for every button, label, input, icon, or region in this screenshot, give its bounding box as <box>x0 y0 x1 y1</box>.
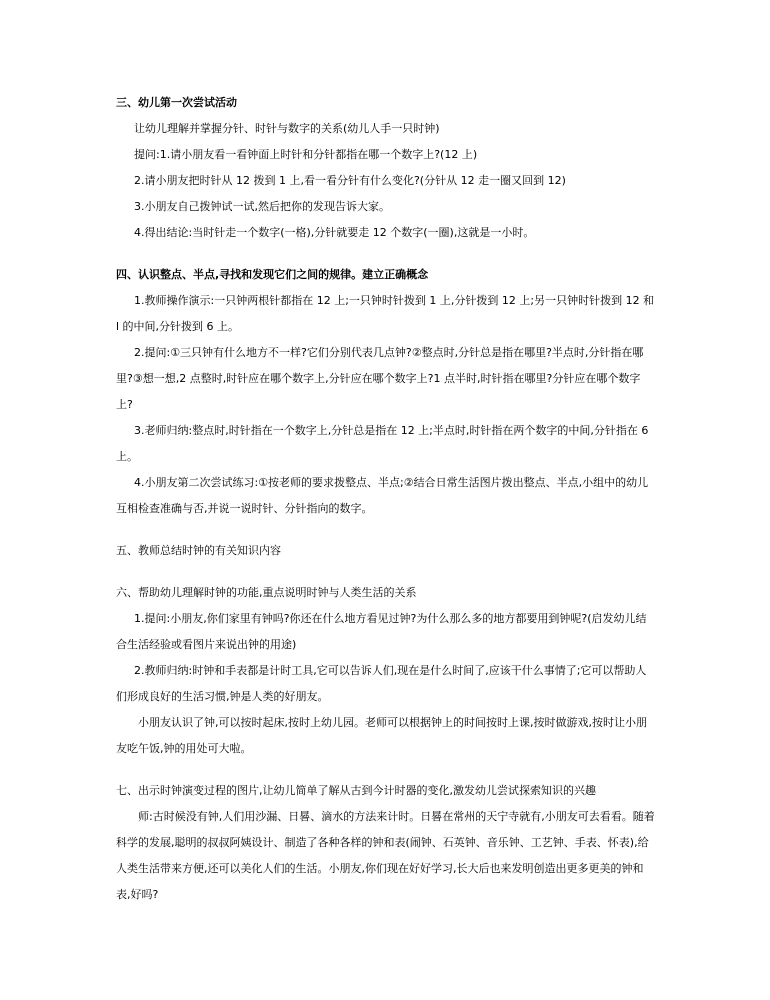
section-6-para-2: 2.教师归纳:时钟和手表都是计时工具,它可以告诉人们,现在是什么时间了,应该干什么事情了;它可以帮助人们形成良好的生活习惯,钟是人类的好朋友。 <box>116 664 647 703</box>
section-3-heading: 三、幼儿第一次尝试活动 <box>116 96 237 109</box>
section-3-para-3: 2.请小朋友把时针从 12 拨到 1 上,看一看分针有什么变化?(分针从 12 走一圈又回到 12) <box>134 174 566 187</box>
section-3-para-4: 3.小朋友自己拨钟试一试,然后把你的发现告诉大家。 <box>134 200 390 213</box>
section-3-para-2: 提问:1.请小朋友看一看钟面上时针和分针都指在哪一个数字上?(12 上) <box>134 148 478 161</box>
section-4-heading: 四、认识整点、半点,寻找和发现它们之间的规律。建立正确概念 <box>116 268 429 281</box>
section-3-para-5: 4.得出结论:当时针走一个数字(一格),分针就要走 12 个数字(一圈),这就是一小时。 <box>134 226 535 239</box>
section-6-para-3: 小朋友认识了钟,可以按时起床,按时上幼儿园。老师可以根据钟上的时间按时上课,按时做游戏,按时让小朋友吃午饭,钟的用处可大啦。 <box>116 716 647 755</box>
document-body <box>116 90 656 908</box>
section-4-para-4: 4.小朋友第二次尝试练习:①按老师的要求拨整点、半点;②结合日常生活图片拨出整点、半点,小组中的幼儿互相检查准确与否,并说一说时针、分针指向的数字。 <box>116 476 649 515</box>
section-4-para-2: 2.提问:①三只钟有什么地方不一样?它们分别代表几点钟?②整点时,分针总是指在哪里?半点时,分针指在哪里?③想一想,2 点整时,时针应在哪个数字上,分针应在哪个数字上?1 点半时,时针指在哪里?分针应在哪个数字上? <box>116 346 644 411</box>
section-7-para-1: 师:古时候没有钟,人们用沙漏、日晷、滴水的方法来计时。日晷在常州的天宁寺就有,小朋友可去看看。随着科学的发展,聪明的叔叔阿姨设计、制造了各种各样的钟和表(闹钟、石英钟、音乐钟、工艺钟、手表、怀表),给人类生活带来方便,还可以美化人们的生活。小朋友,你们现在好好学习,长大后也来发明创造出更多更美的钟和表,好吗? <box>116 810 655 901</box>
section-5-heading: 五、教师总结时钟的有关知识内容 <box>116 544 281 557</box>
section-6-para-1: 1.提问:小朋友,你们家里有钟吗?你还在什么地方看见过钟?为什么那么多的地方都要用到钟呢?(启发幼儿结合生活经验或看图片来说出钟的用途) <box>116 612 647 651</box>
section-4-para-1: 1.教师操作演示:一只钟两根针都指在 12 上;一只钟时针拨到 1 上,分针拨到 12 上;另一只钟时针拨到 12 和 l 的中间,分针拨到 6 上。 <box>116 294 655 333</box>
section-6-heading: 六、帮助幼儿理解时钟的功能,重点说明时钟与人类生活的关系 <box>116 586 417 599</box>
section-4-para-3: 3.老师归纳:整点时,时针指在一个数字上,分针总是指在 12 上;半点时,时针指在两个数字的中间,分针指在 6 上。 <box>116 424 649 463</box>
section-7-heading: 七、出示时钟演变过程的图片,让幼儿简单了解从古到今计时器的变化,激发幼儿尝试探索知识的兴趣 <box>116 784 596 797</box>
section-3-para-1: 让幼儿理解并掌握分针、时针与数字的关系(幼儿人手一只时钟) <box>134 122 440 135</box>
